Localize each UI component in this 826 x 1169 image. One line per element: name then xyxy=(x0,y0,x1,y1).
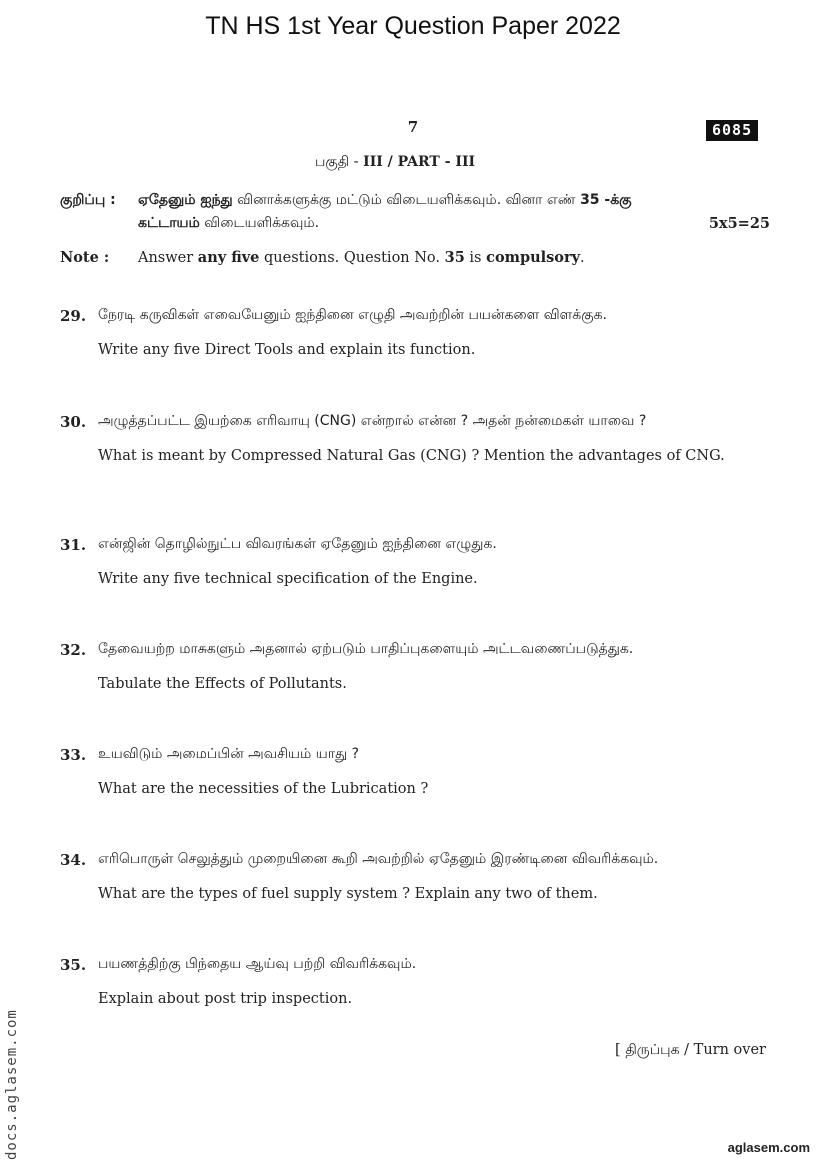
tamil-line2-text: விடையளிக்கவும். xyxy=(199,215,320,231)
turn-over-note xyxy=(615,1042,766,1060)
note-compulsory: compulsory xyxy=(486,249,581,266)
footer-brand-link[interactable]: aglasem.com xyxy=(727,1140,810,1155)
note-q35: 35 xyxy=(444,249,465,266)
note-text-c: questions. Question No. xyxy=(259,250,445,266)
turn-over-tamil: திருப்புக xyxy=(625,1042,680,1058)
tamil-compulsory: கட்டாயம் xyxy=(138,215,200,231)
tamil-instruction-line-2 xyxy=(138,215,319,233)
question-number: 29. xyxy=(60,307,87,325)
question-number: 32. xyxy=(60,641,87,659)
question-english: Write any five technical specification of the Engine. xyxy=(98,571,478,587)
question-english: Explain about post trip inspection. xyxy=(98,991,353,1007)
part-heading xyxy=(0,154,790,172)
page-header-title: TN HS 1st Year Question Paper 2022 xyxy=(205,12,621,40)
question-english: Write any five Direct Tools and explain its function. xyxy=(98,342,476,358)
paper-code-badge: 6085 xyxy=(706,120,758,141)
note-text-g: . xyxy=(580,250,585,266)
question-english: What are the necessities of the Lubrication ? xyxy=(98,781,429,797)
note-label: Note : xyxy=(60,249,110,266)
question-tamil: பயணத்திற்கு பிந்தைய ஆய்வு பற்றி விவரிக்கவும். xyxy=(98,956,417,972)
question-number: 35. xyxy=(60,956,87,974)
question-number: 31. xyxy=(60,536,87,554)
question-29 xyxy=(60,307,730,367)
question-tamil: உயவிடும் அமைப்பின் அவசியம் யாது ? xyxy=(98,746,360,762)
question-tamil: அழுத்தப்பட்ட இயற்கை எரிவாயு (CNG) என்றால் என்ன ? அதன் நன்மைகள் யாவை ? xyxy=(98,413,647,429)
note-text-a: Answer xyxy=(138,250,198,266)
question-34 xyxy=(60,851,730,911)
note-text xyxy=(138,249,585,266)
tamil-any-five: ஏதேனும் ஐந்து xyxy=(138,192,233,208)
tamil-line1-text: வினாக்களுக்கு மட்டும் விடையளிக்கவும். வினா எண் xyxy=(232,192,581,208)
part-heading-english: III / PART - III xyxy=(363,154,476,170)
question-30 xyxy=(60,413,730,488)
question-tamil: தேவையற்ற மாசுகளும் அதனால் ஏற்படும் பாதிப்புகளையும் அட்டவணைப்படுத்துக. xyxy=(98,641,634,657)
page-number: 7 xyxy=(407,118,419,136)
tamil-note-label: குறிப்பு : xyxy=(60,192,116,208)
question-31 xyxy=(60,536,730,596)
question-35 xyxy=(60,956,730,1016)
tamil-q35: 35 -க்கு xyxy=(580,192,632,208)
question-english: What is meant by Compressed Natural Gas (CNG) ? Mention the advantages of CNG. xyxy=(98,448,725,464)
english-note xyxy=(60,249,770,271)
tamil-instruction-line-1 xyxy=(138,192,632,210)
marks-allocation: 5x5=25 xyxy=(708,215,770,232)
question-32 xyxy=(60,641,730,701)
question-tamil: எரிபொருள் செலுத்தும் முறையினை கூறி அவற்றில் ஏதேனும் இரண்டினை விவரிக்கவும். xyxy=(98,851,659,867)
question-english: Tabulate the Effects of Pollutants. xyxy=(98,676,347,692)
question-number: 30. xyxy=(60,413,87,431)
question-tamil: என்ஜின் தொழில்நுட்ப விவரங்கள் ஏதேனும் ஐந்தினை எழுதுக. xyxy=(98,536,497,552)
question-number: 34. xyxy=(60,851,87,869)
turn-over-bracket: [ xyxy=(615,1042,626,1058)
turn-over-english: / Turn over xyxy=(679,1042,766,1058)
side-watermark: docs.aglasem.com xyxy=(4,1009,20,1160)
note-text-e: is xyxy=(464,250,487,266)
tamil-instructions xyxy=(60,192,770,236)
question-33 xyxy=(60,746,730,806)
question-english: What are the types of fuel supply system ? Explain any two of them. xyxy=(98,886,598,902)
question-tamil: நேரடி கருவிகள் எவையேனும் ஐந்தினை எழுதி அவற்றின் பயன்களை விளக்குக. xyxy=(98,307,608,323)
note-any-five: any five xyxy=(197,249,260,266)
part-heading-tamil: பகுதி - xyxy=(314,154,364,170)
question-number: 33. xyxy=(60,746,87,764)
